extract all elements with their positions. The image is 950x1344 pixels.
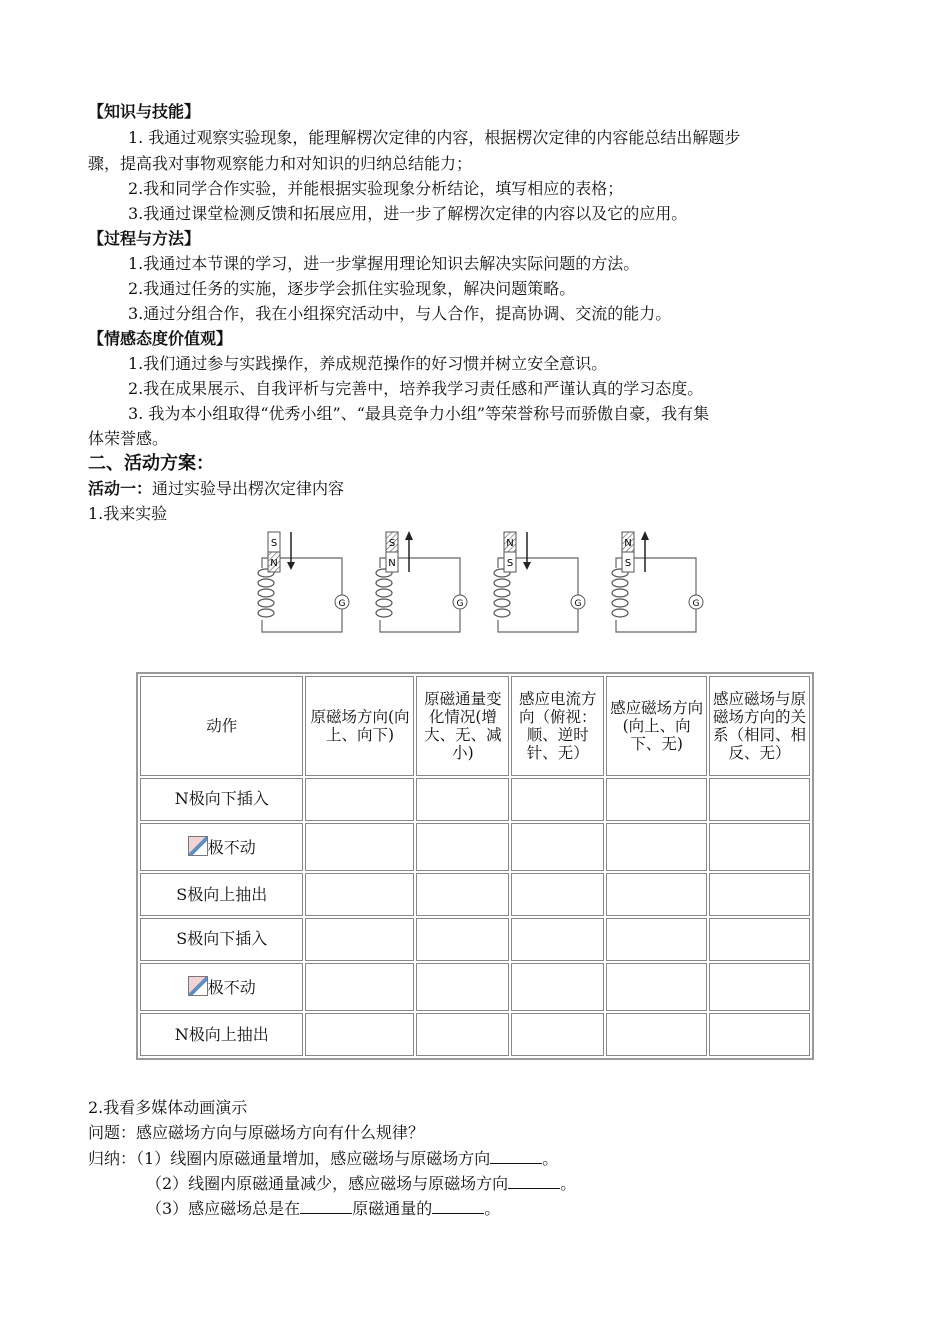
- answer-cell[interactable]: [416, 873, 509, 916]
- magnet-pole-bottom: S: [506, 558, 514, 569]
- table-header-cell: 感应电流方向（俯视：顺、逆时针、无）: [511, 676, 604, 776]
- period: 。: [560, 1174, 577, 1193]
- activity-line: [88, 477, 344, 501]
- experiment-table: [136, 672, 814, 1060]
- activity-label: 活动一：: [88, 479, 153, 498]
- experiment-figure: [250, 528, 720, 638]
- arrow-up-icon: [405, 531, 413, 540]
- answer-cell[interactable]: [305, 778, 414, 821]
- knowledge-title: 【知识与技能】: [88, 102, 201, 121]
- table-row-label-cell: [140, 963, 303, 1012]
- answer-cell[interactable]: [606, 1013, 707, 1056]
- answer-cell[interactable]: [511, 873, 604, 916]
- table-header-cell: 感应磁场与原磁场方向的关系（相同、相反、无）: [709, 676, 810, 776]
- knowledge-item-1-cont: 骤，提高我对事物观察能力和对知识的归纳总结能力；: [88, 154, 473, 173]
- answer-cell[interactable]: [416, 1013, 509, 1056]
- magnet-pole-bottom: S: [624, 558, 632, 569]
- emotion-title: 【情感态度价值观】: [88, 329, 233, 348]
- experiment-unit-4: [612, 531, 703, 632]
- answer-cell[interactable]: [709, 823, 810, 872]
- knowledge-item-3: 3.我通过课堂检测反馈和拓展应用，进一步了解楞次定律的内容以及它的应用。: [128, 204, 688, 223]
- question-text: 问题：感应磁场方向与原磁场方向有什么规律？: [88, 1123, 425, 1142]
- summary-label: 归纳：: [88, 1149, 137, 1168]
- table-row: [140, 778, 810, 821]
- table-row-label: 极不动: [207, 978, 256, 998]
- table-row: [140, 823, 810, 872]
- process-title: 【过程与方法】: [88, 229, 201, 248]
- answer-cell[interactable]: [305, 963, 414, 1012]
- table-row-label: 极不动: [207, 838, 256, 858]
- magnet-pole-top: S: [388, 538, 396, 549]
- galvanometer-label: G: [338, 599, 346, 609]
- process-item-3: 3.通过分组合作，我在小组探究活动中，与人合作，提高协调、交流的能力。: [128, 304, 672, 323]
- answer-cell[interactable]: [709, 873, 810, 916]
- galvanometer-label: G: [574, 599, 582, 609]
- galvanometer-label: G: [456, 599, 464, 609]
- arrow-up-icon: [641, 531, 649, 540]
- step2-label: 2.我看多媒体动画演示: [88, 1098, 248, 1117]
- answer-cell[interactable]: [305, 873, 414, 916]
- answer-cell[interactable]: [606, 823, 707, 872]
- emotion-item-3-cont: 体荣誉感。: [88, 429, 169, 448]
- answer-cell[interactable]: [709, 963, 810, 1012]
- broken-image-icon: [188, 836, 208, 856]
- answer-blank[interactable]: [432, 1197, 484, 1214]
- experiment-unit-3: [494, 532, 585, 632]
- summary-text-3a: （3）感应磁场总是在: [146, 1199, 301, 1218]
- answer-cell[interactable]: [305, 1013, 414, 1056]
- magnet-pole-bottom: N: [270, 558, 278, 569]
- table-header-cell: 感应磁场方向(向上、向下、无): [606, 676, 707, 776]
- magnet-pole-top: S: [270, 538, 278, 549]
- table-row-label-cell: [140, 823, 303, 872]
- table-row: [140, 873, 810, 916]
- answer-blank[interactable]: [300, 1197, 352, 1214]
- answer-cell[interactable]: [305, 918, 414, 961]
- answer-cell[interactable]: [416, 918, 509, 961]
- magnet-pole-bottom: N: [388, 558, 396, 569]
- broken-image-icon: [188, 976, 208, 996]
- process-item-2: 2.我通过任务的实施，逐步学会抓住实验现象，解决问题策略。: [128, 279, 576, 298]
- summary-text-1: （1）线圈内原磁通量增加，感应磁场与原磁场方向: [136, 1149, 491, 1168]
- table-header-row: [140, 676, 810, 776]
- answer-cell[interactable]: [606, 873, 707, 916]
- table-row-label: N极向上抽出: [140, 1013, 303, 1056]
- answer-cell[interactable]: [606, 918, 707, 961]
- table-row-label: S极向上抽出: [140, 873, 303, 916]
- table-header-cell: 原磁通量变化情况(增大、无、减小): [416, 676, 509, 776]
- table-row-label: N极向下插入: [140, 778, 303, 821]
- answer-cell[interactable]: [511, 963, 604, 1012]
- emotion-item-1: 1.我们通过参与实践操作，养成规范操作的好习惯并树立安全意识。: [128, 354, 608, 373]
- activity-text: 通过实验导出楞次定律内容: [152, 479, 345, 498]
- period: 。: [484, 1199, 501, 1218]
- answer-cell[interactable]: [511, 1013, 604, 1056]
- answer-blank[interactable]: [490, 1147, 542, 1164]
- magnet-pole-top: N: [506, 538, 514, 549]
- galvanometer-label: G: [692, 599, 700, 609]
- table-row-label: S极向下插入: [140, 918, 303, 961]
- period: 。: [542, 1149, 559, 1168]
- table-header-cell: 原磁场方向(向上、向下): [305, 676, 414, 776]
- summary-line-2: [146, 1172, 576, 1196]
- table-row: [140, 1013, 810, 1056]
- answer-cell[interactable]: [709, 918, 810, 961]
- knowledge-item-1: 1. 我通过观察实验现象，能理解楞次定律的内容，根据楞次定律的内容能总结出解题步: [128, 128, 741, 147]
- process-item-1: 1.我通过本节课的学习，进一步掌握用理论知识去解决实际问题的方法。: [128, 254, 640, 273]
- answer-cell[interactable]: [709, 1013, 810, 1056]
- section2-title: 二、活动方案：: [88, 453, 214, 474]
- summary-text-3b: 原磁通量的: [352, 1199, 433, 1218]
- summary-line-1: [88, 1147, 558, 1171]
- answer-cell[interactable]: [511, 823, 604, 872]
- table-row: [140, 918, 810, 961]
- magnet-pole-top: N: [624, 538, 632, 549]
- answer-cell[interactable]: [416, 778, 509, 821]
- emotion-item-2: 2.我在成果展示、自我评析与完善中，培养我学习责任感和严谨认真的学习态度。: [128, 379, 704, 398]
- experiment-unit-1: [258, 532, 349, 632]
- arrow-down-icon: [287, 562, 295, 570]
- summary-line-3: [146, 1197, 500, 1221]
- answer-cell[interactable]: [511, 778, 604, 821]
- step1-label: 1.我来实验: [88, 504, 168, 523]
- answer-cell[interactable]: [416, 963, 509, 1012]
- knowledge-item-2: 2.我和同学合作实验，并能根据实验现象分析结论，填写相应的表格；: [128, 179, 624, 198]
- answer-cell[interactable]: [606, 963, 707, 1012]
- answer-cell[interactable]: [606, 778, 707, 821]
- answer-cell[interactable]: [305, 823, 414, 872]
- table-header-cell: 动作: [140, 676, 303, 776]
- answer-cell[interactable]: [511, 918, 604, 961]
- answer-blank[interactable]: [508, 1172, 560, 1189]
- emotion-item-3: 3. 我为本小组取得“优秀小组”、“最具竞争力小组”等荣誉称号而骄傲自豪，我有集: [128, 404, 710, 423]
- arrow-down-icon: [523, 562, 531, 570]
- answer-cell[interactable]: [416, 823, 509, 872]
- summary-text-2: （2）线圈内原磁通量减少，感应磁场与原磁场方向: [146, 1174, 509, 1193]
- experiment-unit-2: [376, 531, 467, 632]
- table-row: [140, 963, 810, 1012]
- answer-cell[interactable]: [709, 778, 810, 821]
